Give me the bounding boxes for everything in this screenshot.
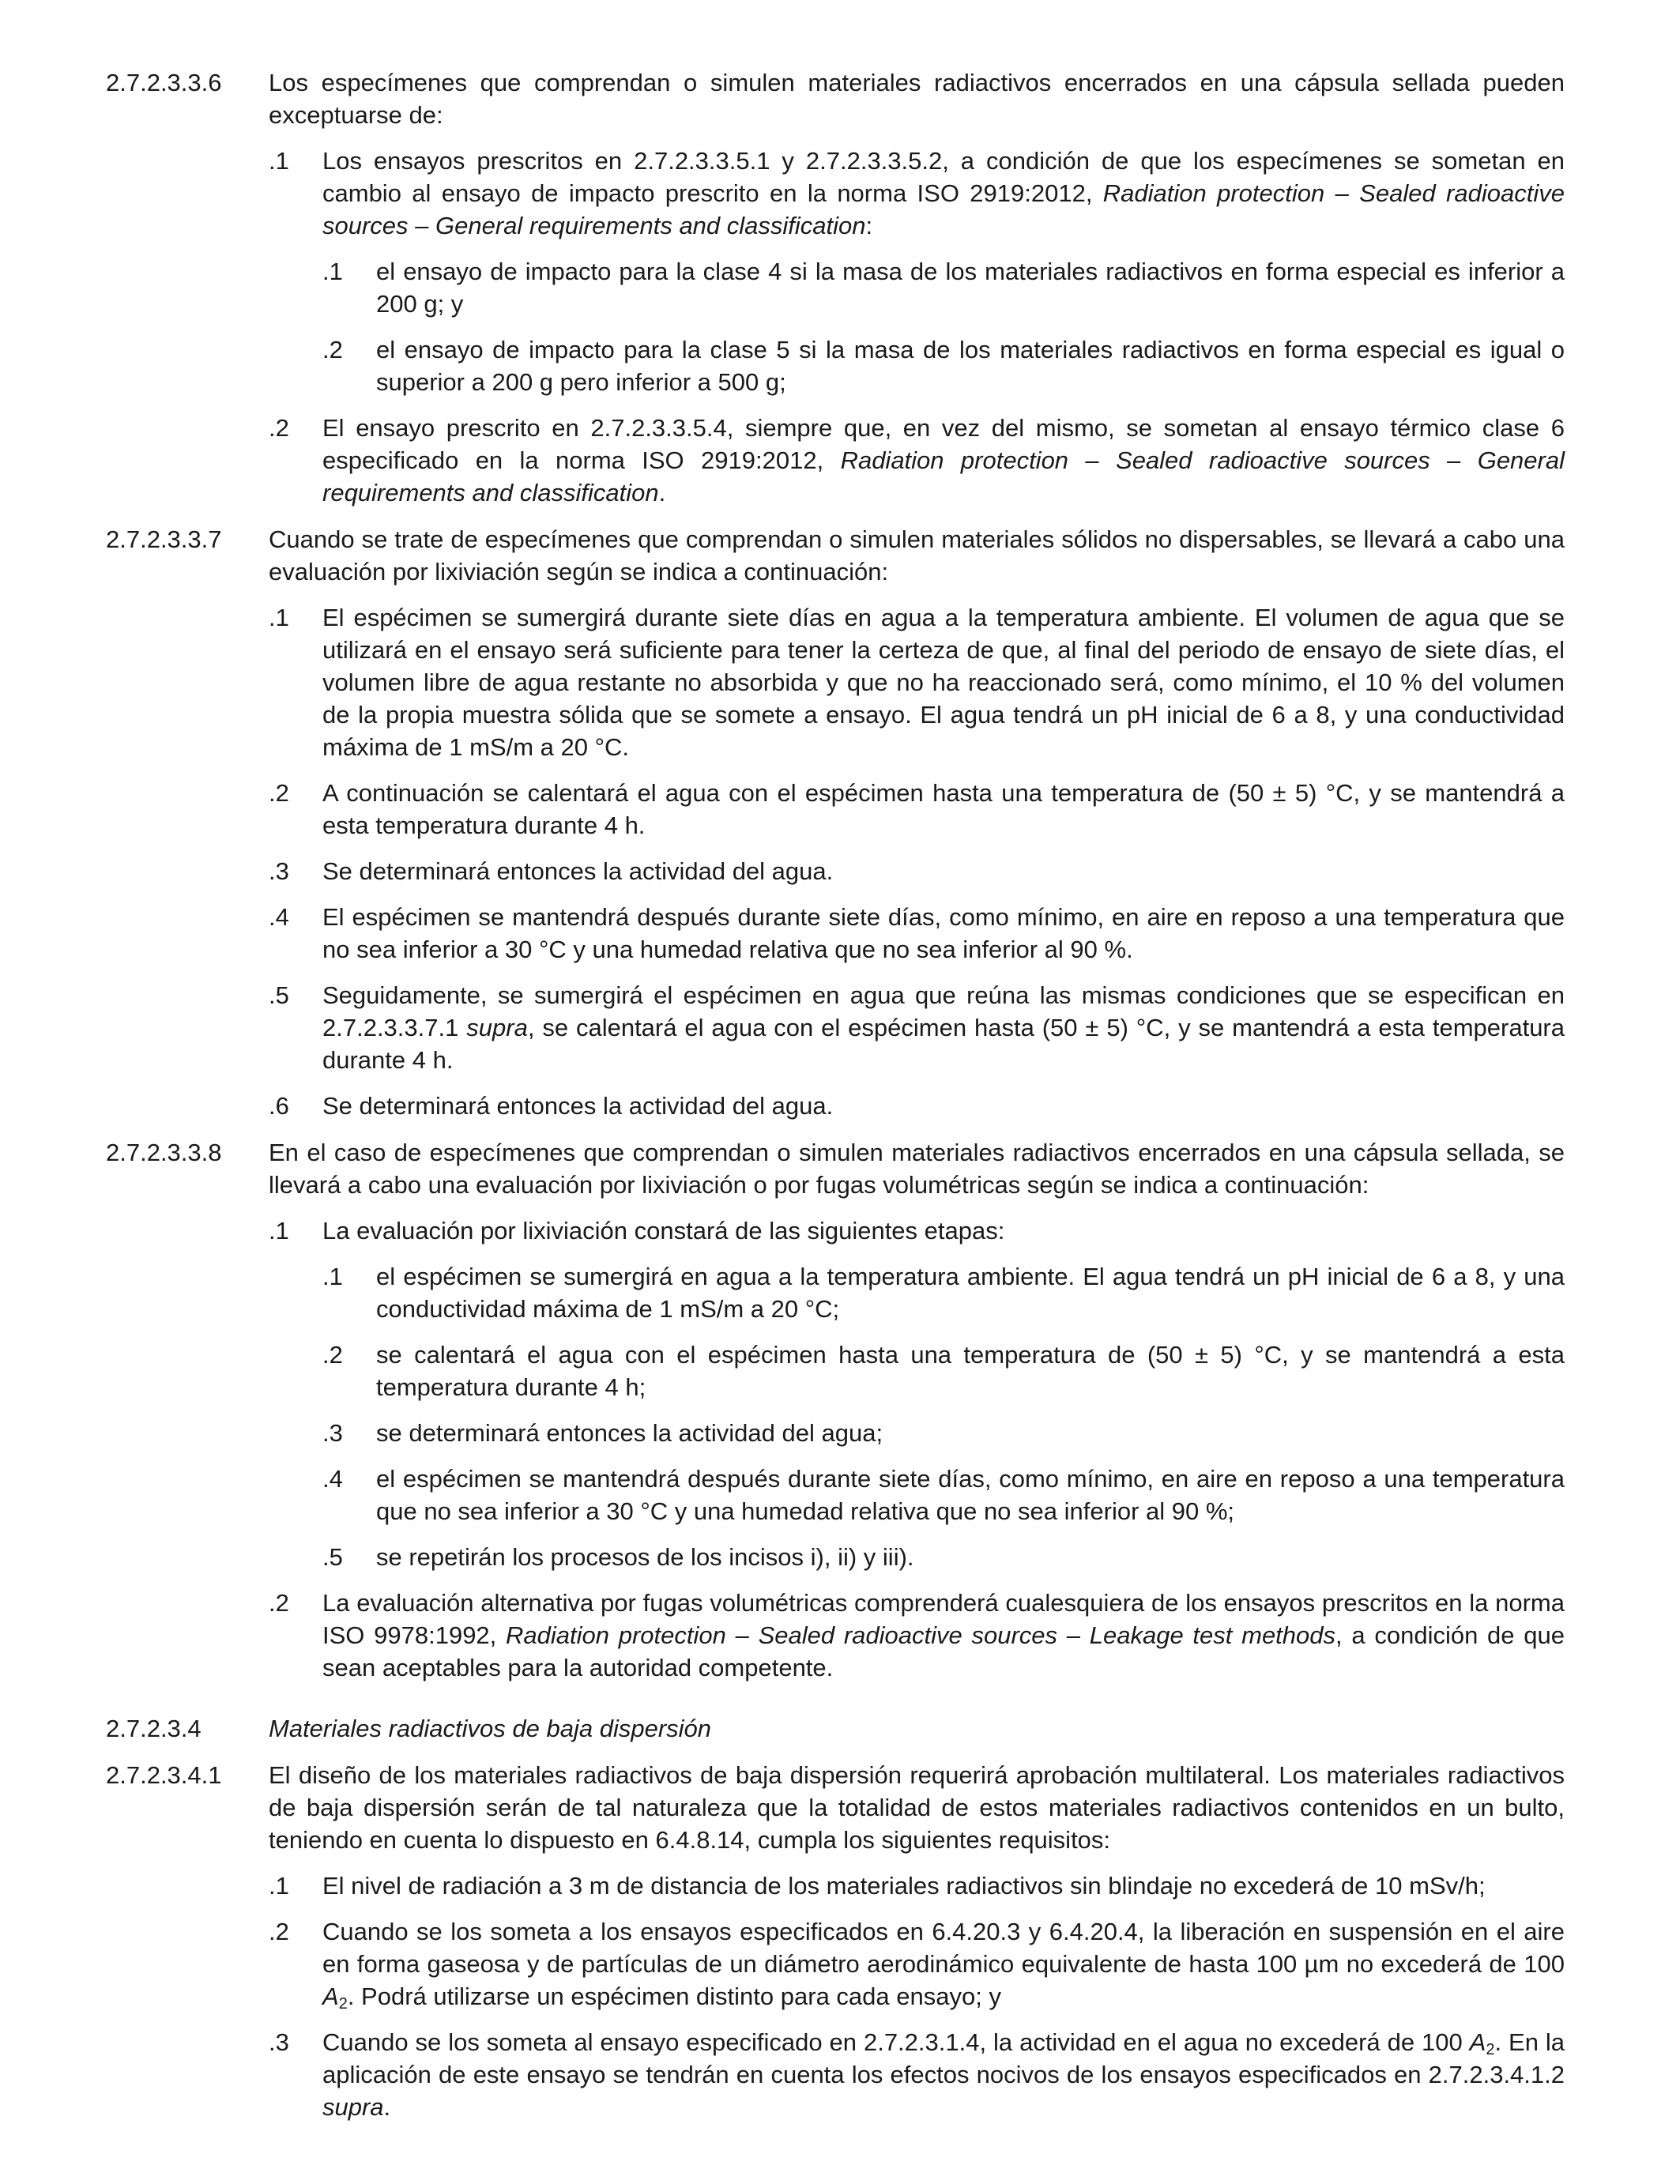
item-marker: .1 (322, 258, 343, 285)
a2-subscript: 2 (338, 1995, 348, 2013)
paragraph-2-7-2-3-3-6 (106, 66, 1565, 509)
list-item (269, 1090, 1565, 1122)
item-marker: .2 (269, 1589, 289, 1617)
text-run: Seguidamente, se sumergirá el espécimen en agua que reúna las mismas condiciones que se especifican en 2.7.2.3.3.7.1 (322, 981, 1565, 1041)
item-text: Se determinará entonces la actividad del agua. (322, 857, 834, 885)
paragraph-2-7-2-3-4-1 (106, 1759, 1565, 2123)
a2-subscript: 2 (1486, 2041, 1495, 2058)
paragraph-body (269, 66, 1565, 509)
text-run: . (383, 2093, 391, 2121)
list-item (269, 979, 1565, 1076)
item-marker: .3 (269, 857, 289, 885)
a2-symbol: A (322, 1983, 339, 2010)
text-run: Cuando se los someta al ensayo especificado en 2.7.2.3.1.4, la actividad en el agua no excederá de 100 (322, 2028, 1470, 2056)
list-item (269, 777, 1565, 842)
paragraph-text: Los especímenes que comprendan o simulen materiales radiactivos encerrados en una cápsula sellada pueden exceptuarse de: (269, 69, 1565, 129)
text-run: . En la aplicación de este ensayo se tendrán en cuenta los efectos nocivos de los ensayos especificados en 2.7.2.3.4.1.2 (322, 2028, 1565, 2088)
item-text: Se determinará entonces la actividad del agua. (322, 1092, 834, 1120)
text-run: Cuando se los someta a los ensayos especificados en 6.4.20.3 y 6.4.20.4, la liberación en suspensión en el aire en forma gaseosa y de partículas de un diámetro aerodinámico equivalente de hasta 100 µm no excederá de 100 (322, 1918, 1565, 1978)
item-marker: .4 (269, 903, 289, 931)
item-marker: .6 (269, 1092, 289, 1120)
item-marker: .1 (269, 1217, 289, 1245)
sub-list-item (322, 1541, 1565, 1573)
standard-title: Radiation protection – Sealed radioactive sources – General requirements and classification (322, 179, 1565, 239)
paragraph-text: El diseño de los materiales radiactivos de baja dispersión requerirá aprobación multilateral. Los materiales radiactivos de baja dispersión serán de tal naturaleza que la totalidad de estos materiales radiactivos contenidos en un bulto, teniendo en cuenta lo dispuesto en 6.4.8.14, cumpla los siguientes requisitos: (269, 1761, 1565, 1854)
item-text (322, 2026, 1565, 2123)
item-text: el ensayo de impacto para la clase 5 si la masa de los materiales radiactivos en forma especial es igual o superior a 200 g pero inferior a 500 g; (376, 336, 1565, 396)
paragraph-number: 2.7.2.3.3.7 (106, 525, 222, 553)
paragraph-text: En el caso de especímenes que comprendan o simulen materiales radiactivos encerrados en una cápsula sellada, se llevará a cabo una evaluación por lixiviación o por fugas volumétricas según se indica a continuación: (269, 1139, 1565, 1199)
list-item (269, 145, 1565, 398)
item-text (322, 1214, 1565, 1573)
item-marker: .4 (322, 1465, 343, 1493)
item-text: el espécimen se sumergirá en agua a la temperatura ambiente. El agua tendrá un pH inicial de 6 a 8, y una conductividad máxima de 1 mS/m a 20 °C; (376, 1263, 1565, 1323)
paragraph-2-7-2-3-3-7 (106, 523, 1565, 1122)
paragraph-body (269, 523, 1565, 1122)
sub-list-item (322, 1463, 1565, 1527)
paragraph-text: Cuando se trate de especímenes que comprendan o simulen materiales sólidos no dispersables, se llevará a cabo una evaluación por lixiviación según se indica a continuación: (269, 525, 1565, 586)
item-text: se repetirán los procesos de los incisos i), ii) y iii). (376, 1543, 914, 1571)
section-number: 2.7.2.3.4 (106, 1715, 202, 1742)
list-item (269, 2026, 1565, 2123)
standard-title: Radiation protection – Sealed radioactive sources – Leakage test methods (506, 1621, 1336, 1649)
list-item (269, 1587, 1565, 1684)
paragraph-body (269, 1759, 1565, 2123)
sub-list-item (322, 333, 1565, 398)
item-text: se determinará entonces la actividad del agua; (376, 1419, 883, 1447)
item-text: El nivel de radiación a 3 m de distancia de los materiales radiactivos sin blindaje no excederá de 10 mSv/h; (322, 1872, 1486, 1900)
item-text (322, 1915, 1565, 2013)
list-item (269, 901, 1565, 966)
text-run: La evaluación alternativa por fugas volumétricas comprenderá cualesquiera de los ensayos prescritos en la norma ISO 9978:1992, (322, 1589, 1565, 1649)
text-run: Los ensayos prescritos en 2.7.2.3.3.5.1 y 2.7.2.3.3.5.2, a condición de que los especímenes se sometan en cambio al ensayo de impacto prescrito en la norma ISO 2919:2012, (322, 147, 1565, 207)
item-marker: .2 (269, 414, 289, 442)
sub-list-item (322, 1260, 1565, 1325)
item-text: El espécimen se mantendrá después durante siete días, como mínimo, en aire en reposo a una temperatura que no sea inferior a 30 °C y una humedad relativa que no sea inferior al 90 %. (322, 903, 1565, 963)
sub-list-item (322, 1339, 1565, 1403)
list-item (269, 1915, 1565, 2013)
list-item (269, 1870, 1565, 1902)
list-item (269, 412, 1565, 509)
item-text (322, 145, 1565, 398)
item-marker: .1 (269, 147, 289, 175)
text-run: La evaluación por lixiviación constará de las siguientes etapas: (322, 1217, 1005, 1245)
item-text: el ensayo de impacto para la clase 4 si la masa de los materiales radiactivos en forma especial es inferior a 200 g; y (376, 258, 1565, 318)
text-run: , a condición de que sean aceptables para la autoridad competente. (322, 1621, 1565, 1681)
item-marker: .3 (269, 2028, 289, 2056)
text-run: . Podrá utilizarse un espécimen distinto para cada ensayo; y (347, 1983, 1001, 2010)
item-marker: .1 (322, 1263, 343, 1290)
item-text (322, 1587, 1565, 1684)
item-text: El espécimen se sumergirá durante siete días en agua a la temperatura ambiente. El volumen de agua que se utilizará en el ensayo será suficiente para tener la certeza de que, al final del periodo de ensayo de siete días, el volumen libre de agua restante no absorbida y que no ha reaccionado será, como mínimo, el 10 % del volumen de la propia muestra sólida que se somete a ensayo. El agua tendrá un pH inicial de 6 a 8, y una conductividad máxima de 1 mS/m a 20 °C. (322, 604, 1565, 761)
item-marker: .3 (322, 1419, 343, 1447)
standard-title: Radiation protection – Sealed radioactive sources – General requirements and classification (322, 446, 1565, 506)
text-run: : (865, 212, 873, 239)
italic-term: supra (466, 1014, 528, 1041)
item-text: se calentará el agua con el espécimen hasta una temperatura de (50 ± 5) °C, y se mantendrá a esta temperatura durante 4 h; (376, 1341, 1565, 1401)
paragraph-number: 2.7.2.3.4.1 (106, 1761, 222, 1789)
text-run: , se calentará el agua con el espécimen hasta (50 ± 5) °C, y se mantendrá a esta temperatura durante 4 h. (322, 1014, 1565, 1074)
item-marker: .2 (322, 1341, 343, 1369)
paragraph-number: 2.7.2.3.3.6 (106, 69, 222, 96)
list-item (269, 855, 1565, 887)
item-text (322, 412, 1565, 509)
sub-list-item (322, 1417, 1565, 1449)
item-text: A continuación se calentará el agua con el espécimen hasta una temperatura de (50 ± 5) °C, y se mantendrá a esta temperatura durante 4 h. (322, 779, 1565, 839)
text-run: . (658, 479, 666, 506)
document-body (106, 66, 1565, 2137)
item-marker: .5 (269, 981, 289, 1009)
item-marker: .5 (322, 1543, 343, 1571)
paragraph-2-7-2-3-3-8 (106, 1136, 1565, 1684)
item-marker: .2 (322, 336, 343, 363)
item-text: el espécimen se mantendrá después durante siete días, como mínimo, en aire en reposo a una temperatura que no sea inferior a 30 °C y una humedad relativa que no sea inferior al 90 %; (376, 1465, 1565, 1525)
item-marker: .1 (269, 604, 289, 631)
a2-symbol: A (1469, 2028, 1486, 2056)
sub-list-item (322, 255, 1565, 320)
section-title: Materiales radiactivos de baja dispersión (269, 1715, 712, 1742)
item-marker: .1 (269, 1872, 289, 1900)
item-marker: .2 (269, 1918, 289, 1945)
text-run: El ensayo prescrito en 2.7.2.3.3.5.4, siempre que, en vez del mismo, se sometan al ensayo térmico clase 6 especificado en la norma ISO 2919:2012, (322, 414, 1565, 474)
list-item (269, 1214, 1565, 1573)
section-heading (106, 1712, 1565, 1745)
paragraph-body (269, 1136, 1565, 1684)
italic-term: supra (322, 2093, 384, 2121)
list-item (269, 601, 1565, 763)
item-text (322, 979, 1565, 1076)
paragraph-number: 2.7.2.3.3.8 (106, 1139, 222, 1166)
item-marker: .2 (269, 779, 289, 807)
